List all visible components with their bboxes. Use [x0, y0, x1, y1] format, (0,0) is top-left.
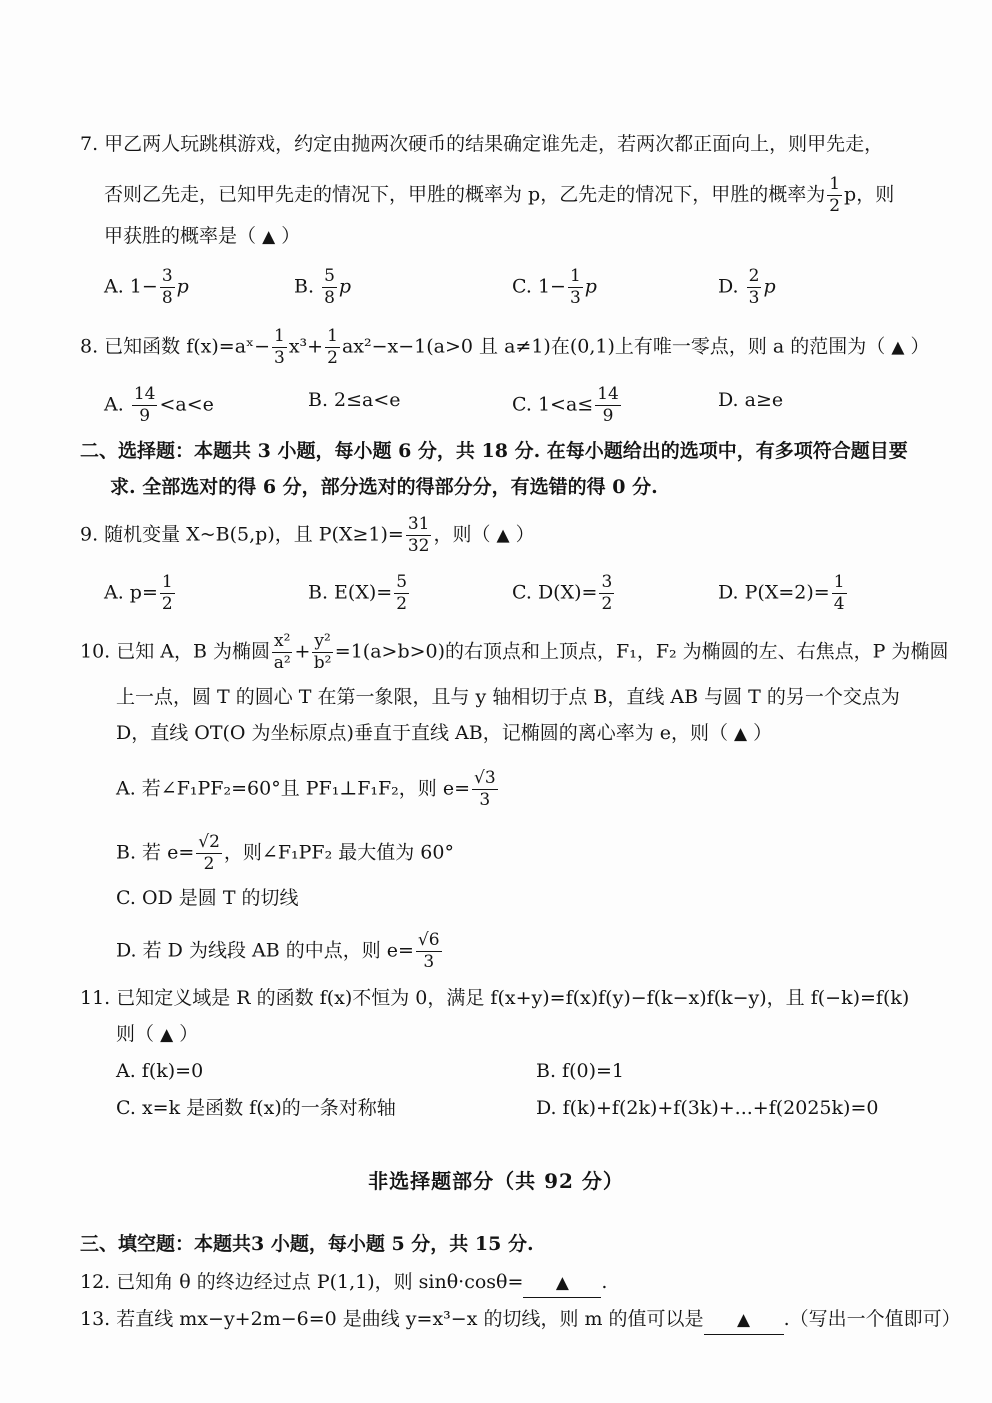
q7-option-a: A. 1− $\frac{3}{8}$ p	[104, 266, 189, 308]
q8-option-a: A. $\frac{14}{9}$ <a<e	[104, 384, 214, 426]
q12-stem: 12. 已知角 θ 的终边经过点 P(1,1)，则 sinθ·cosθ= ▲ .	[80, 1268, 607, 1298]
answer-marker: ▲	[160, 1025, 174, 1045]
section2-heading-cont: 求. 全部选对的得 6 分，部分选对的得部分分，有选错的得 0 分.	[110, 476, 658, 498]
q10-line3: D，直线 OT(O 为坐标原点)垂直于直线 AB，记椭圆的离心率为 e，则（ ▲ ）	[116, 722, 773, 744]
q13-stem: 13. 若直线 mx−y+2m−6=0 是曲线 y=x³−x 的切线，则 m 的值可以是 ▲ .（写出一个值即可）	[80, 1305, 961, 1335]
section3-heading: 三、填空题：本题共3 小题，每小题 5 分，共 15 分.	[80, 1233, 534, 1255]
q9-stem: 9. 随机变量 X~B(5,p)，且 P(X≥1)= $\frac{31}{32}$ ，则（ ▲ ）	[80, 514, 535, 556]
q11-line2: 则（ ▲ ）	[116, 1023, 199, 1045]
part2-title: 非选择题部分（共 92 分）	[368, 1169, 624, 1193]
answer-marker: ▲	[496, 525, 510, 546]
q7-line1: 7. 甲乙两人玩跳棋游戏，约定由抛两次硬币的结果确定谁先走，若两次都正面向上，则甲先走，	[80, 133, 884, 155]
answer-marker: ▲	[262, 227, 276, 247]
section2-heading: 二、选择题：本题共 3 小题，每小题 6 分，共 18 分. 在每小题给出的选项中，有多项符合题目要	[80, 440, 908, 462]
q9-option-b: B. E(X)= $\frac{5}{2}$	[308, 572, 408, 614]
q11-option-d: D. f(k)+f(2k)+f(3k)+...+f(2025k)=0	[536, 1097, 879, 1119]
q8-option-d: D. a≥e	[718, 389, 784, 411]
q10-option-a: A. 若∠F₁PF₂=60°且 PF₁⊥F₁F₂，则 e= $\frac{√3}{3}$	[116, 768, 496, 810]
q11-line1: 11. 已知定义域是 R 的函数 f(x)不恒为 0，满足 f(x+y)=f(x)f(y)−f(k−x)f(k−y)，且 f(−k)=f(k)	[80, 987, 910, 1009]
q7-option-c: C. 1− $\frac{1}{3}$ p	[512, 266, 597, 308]
q7-option-d: D. $\frac{2}{3}$ p	[718, 266, 776, 308]
q10-option-c: C. OD 是圆 T 的切线	[116, 887, 299, 909]
q13-answer-blank: ▲	[704, 1305, 784, 1335]
q7-line3: 甲获胜的概率是（ ▲ ）	[104, 225, 301, 247]
answer-marker: ▲	[891, 337, 905, 358]
q10-option-b: B. 若 e= $\frac{√2}{2}$ ，则∠F₁PF₂ 最大值为 60°	[116, 832, 454, 874]
q9-option-c: C. D(X)= $\frac{3}{2}$	[512, 572, 613, 614]
q7-line2: 否则乙先走，已知甲先走的情况下，甲胜的概率为 p，乙先走的情况下，甲胜的概率为 $\frac{1}{2}$ p，则	[104, 174, 895, 216]
q8-option-b: B. 2≤a<e	[308, 389, 401, 411]
q10-option-d: D. 若 D 为线段 AB 的中点，则 e= $\frac{√6}{3}$	[116, 930, 440, 972]
q9-option-a: A. p= $\frac{1}{2}$	[104, 572, 173, 614]
q7-fraction: $\frac{1}{2}$	[829, 174, 841, 216]
q7-option-b: B. $\frac{5}{8}$ p	[294, 266, 352, 308]
q9-option-d: D. P(X=2)= $\frac{1}{4}$	[718, 572, 845, 614]
q11-option-a: A. f(k)=0	[116, 1060, 204, 1082]
answer-marker: ▲	[734, 724, 748, 744]
q11-option-b: B. f(0)=1	[536, 1060, 624, 1082]
q10-line2: 上一点，圆 T 的圆心 T 在第一象限，且与 y 轴相切于点 B，直线 AB 与圆 T 的另一个交点为	[116, 686, 900, 708]
q10-line1: 10. 已知 A，B 为椭圆 $\frac{\text{x²}}{\text{a²}}$ + $\frac{\text{y²}}{\text{b²}}$ =1(a>b>0)的右顶点和上顶点，F₁，F₂ 为椭圆的左、右焦点，P 为椭圆	[80, 631, 949, 673]
q8-stem: 8. 已知函数 f(x)=aˣ− $\frac{1}{3}$ x³+ $\frac{1}{2}$ ax²−x−1(a>0 且 a≠1)在(0,1)上有唯一零点，则 a 的范围为（ ▲ ）	[80, 326, 930, 368]
q11-option-c: C. x=k 是函数 f(x)的一条对称轴	[116, 1097, 396, 1119]
q8-option-c: C. 1<a≤ $\frac{14}{9}$	[512, 384, 619, 426]
q12-answer-blank: ▲	[523, 1268, 601, 1298]
